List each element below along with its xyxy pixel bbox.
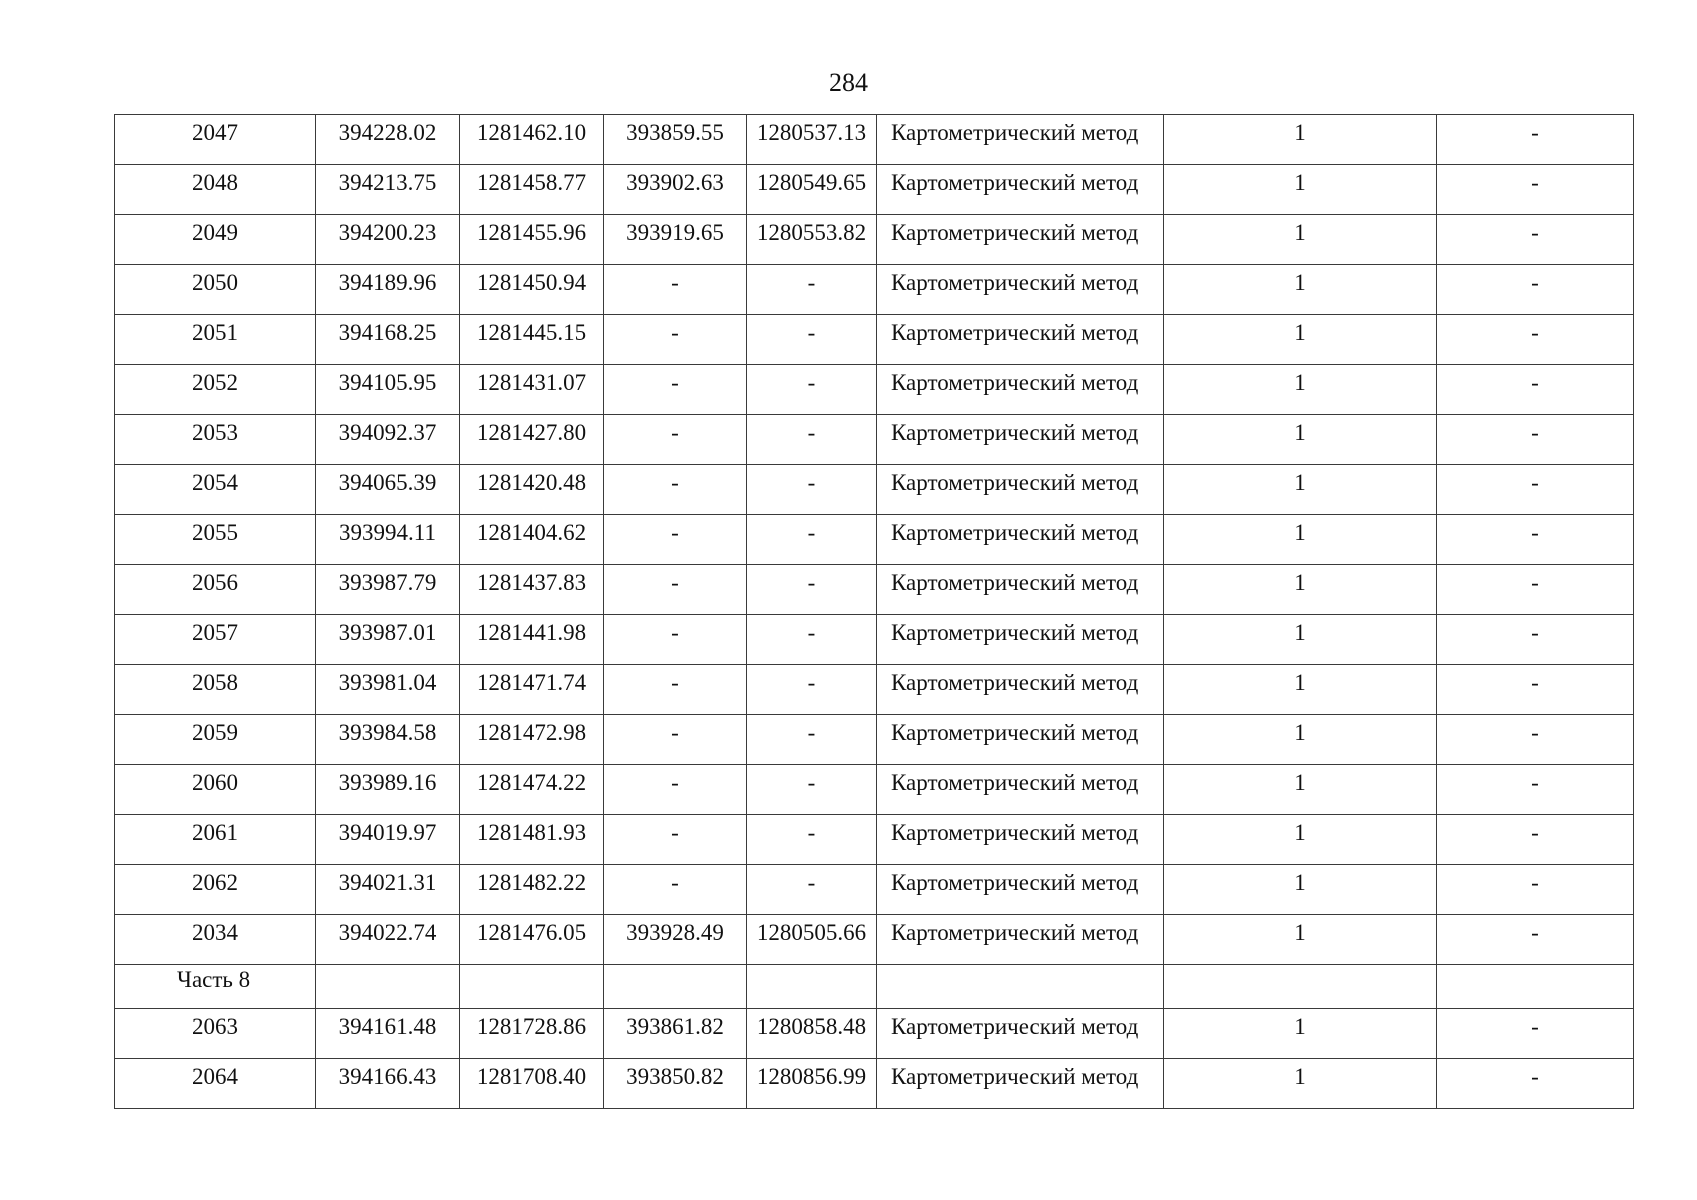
y2-coordinate-cell: - — [747, 315, 877, 365]
y2-coordinate-cell: - — [747, 465, 877, 515]
method-cell: Картометрический метод — [877, 465, 1164, 515]
point-number-cell: 2063 — [115, 1009, 316, 1059]
table-row — [115, 1059, 1634, 1109]
x-coordinate-cell: 394168.25 — [316, 315, 460, 365]
method-cell: Картометрический метод — [877, 565, 1164, 615]
point-number-cell: 2064 — [115, 1059, 316, 1109]
note-cell: - — [1437, 1009, 1634, 1059]
x2-coordinate-cell: - — [604, 465, 747, 515]
section-label: Часть 8 — [115, 965, 316, 1009]
empty-cell — [1437, 965, 1634, 1009]
point-number-cell: 2058 — [115, 665, 316, 715]
empty-cell — [316, 965, 460, 1009]
y2-coordinate-cell: - — [747, 665, 877, 715]
y2-coordinate-cell: - — [747, 765, 877, 815]
method-cell: Картометрический метод — [877, 715, 1164, 765]
note-cell: - — [1437, 765, 1634, 815]
x2-coordinate-cell: - — [604, 615, 747, 665]
table-row — [115, 315, 1634, 365]
y2-coordinate-cell: - — [747, 715, 877, 765]
x-coordinate-cell: 394092.37 — [316, 415, 460, 465]
table-row — [115, 865, 1634, 915]
note-cell: - — [1437, 115, 1634, 165]
point-number-cell: 2034 — [115, 915, 316, 965]
y-coordinate-cell: 1281404.62 — [460, 515, 604, 565]
y2-coordinate-cell: 1280856.99 — [747, 1059, 877, 1109]
y-coordinate-cell: 1281708.40 — [460, 1059, 604, 1109]
note-cell: - — [1437, 815, 1634, 865]
accuracy-cell: 1 — [1164, 915, 1437, 965]
method-cell: Картометрический метод — [877, 515, 1164, 565]
y-coordinate-cell: 1281462.10 — [460, 115, 604, 165]
page-number: 284 — [829, 68, 868, 97]
x-coordinate-cell: 393987.79 — [316, 565, 460, 615]
table-body — [115, 115, 1634, 1109]
x-coordinate-cell: 394019.97 — [316, 815, 460, 865]
x2-coordinate-cell: 393902.63 — [604, 165, 747, 215]
note-cell: - — [1437, 615, 1634, 665]
point-number-cell: 2052 — [115, 365, 316, 415]
y-coordinate-cell: 1281474.22 — [460, 765, 604, 815]
accuracy-cell: 1 — [1164, 415, 1437, 465]
note-cell: - — [1437, 315, 1634, 365]
method-cell: Картометрический метод — [877, 615, 1164, 665]
table-row — [115, 215, 1634, 265]
table-row — [115, 265, 1634, 315]
x2-coordinate-cell: - — [604, 815, 747, 865]
table-row — [115, 715, 1634, 765]
point-number-cell: 2055 — [115, 515, 316, 565]
table-row — [115, 415, 1634, 465]
point-number-cell: 2048 — [115, 165, 316, 215]
accuracy-cell: 1 — [1164, 715, 1437, 765]
x2-coordinate-cell: - — [604, 715, 747, 765]
x2-coordinate-cell: - — [604, 765, 747, 815]
y-coordinate-cell: 1281728.86 — [460, 1009, 604, 1059]
x-coordinate-cell: 394021.31 — [316, 865, 460, 915]
accuracy-cell: 1 — [1164, 765, 1437, 815]
point-number-cell: 2061 — [115, 815, 316, 865]
y2-coordinate-cell: - — [747, 415, 877, 465]
x-coordinate-cell: 393981.04 — [316, 665, 460, 715]
point-number-cell: 2059 — [115, 715, 316, 765]
table-row — [115, 915, 1634, 965]
empty-cell — [460, 965, 604, 1009]
point-number-cell: 2054 — [115, 465, 316, 515]
y2-coordinate-cell: - — [747, 865, 877, 915]
note-cell: - — [1437, 665, 1634, 715]
table-row — [115, 665, 1634, 715]
accuracy-cell: 1 — [1164, 115, 1437, 165]
x2-coordinate-cell: - — [604, 565, 747, 615]
y2-coordinate-cell: - — [747, 265, 877, 315]
y-coordinate-cell: 1281481.93 — [460, 815, 604, 865]
x-coordinate-cell: 394161.48 — [316, 1009, 460, 1059]
y2-coordinate-cell: 1280537.13 — [747, 115, 877, 165]
accuracy-cell: 1 — [1164, 265, 1437, 315]
y-coordinate-cell: 1281441.98 — [460, 615, 604, 665]
x-coordinate-cell: 394105.95 — [316, 365, 460, 415]
accuracy-cell: 1 — [1164, 815, 1437, 865]
y-coordinate-cell: 1281472.98 — [460, 715, 604, 765]
empty-cell — [747, 965, 877, 1009]
x-coordinate-cell: 394228.02 — [316, 115, 460, 165]
y2-coordinate-cell: - — [747, 615, 877, 665]
y-coordinate-cell: 1281476.05 — [460, 915, 604, 965]
section-header-row — [115, 965, 1634, 1009]
point-number-cell: 2047 — [115, 115, 316, 165]
accuracy-cell: 1 — [1164, 165, 1437, 215]
note-cell: - — [1437, 165, 1634, 215]
note-cell: - — [1437, 265, 1634, 315]
x2-coordinate-cell: 393928.49 — [604, 915, 747, 965]
note-cell: - — [1437, 865, 1634, 915]
x-coordinate-cell: 393994.11 — [316, 515, 460, 565]
x-coordinate-cell: 394200.23 — [316, 215, 460, 265]
point-number-cell: 2057 — [115, 615, 316, 665]
method-cell: Картометрический метод — [877, 265, 1164, 315]
point-number-cell: 2062 — [115, 865, 316, 915]
accuracy-cell: 1 — [1164, 365, 1437, 415]
x-coordinate-cell: 394065.39 — [316, 465, 460, 515]
table-row — [115, 815, 1634, 865]
y2-coordinate-cell: - — [747, 365, 877, 415]
note-cell: - — [1437, 915, 1634, 965]
method-cell: Картометрический метод — [877, 365, 1164, 415]
method-cell: Картометрический метод — [877, 915, 1164, 965]
y2-coordinate-cell: 1280549.65 — [747, 165, 877, 215]
note-cell: - — [1437, 565, 1634, 615]
x2-coordinate-cell: - — [604, 315, 747, 365]
empty-cell — [1164, 965, 1437, 1009]
accuracy-cell: 1 — [1164, 315, 1437, 365]
method-cell: Картометрический метод — [877, 1059, 1164, 1109]
x2-coordinate-cell: 393859.55 — [604, 115, 747, 165]
method-cell: Картометрический метод — [877, 215, 1164, 265]
note-cell: - — [1437, 465, 1634, 515]
table-row — [115, 515, 1634, 565]
x-coordinate-cell: 394166.43 — [316, 1059, 460, 1109]
accuracy-cell: 1 — [1164, 1059, 1437, 1109]
x2-coordinate-cell: - — [604, 415, 747, 465]
y2-coordinate-cell: 1280505.66 — [747, 915, 877, 965]
method-cell: Картометрический метод — [877, 1009, 1164, 1059]
y2-coordinate-cell: - — [747, 815, 877, 865]
x2-coordinate-cell: - — [604, 665, 747, 715]
method-cell: Картометрический метод — [877, 865, 1164, 915]
note-cell: - — [1437, 365, 1634, 415]
x2-coordinate-cell: - — [604, 865, 747, 915]
accuracy-cell: 1 — [1164, 1009, 1437, 1059]
x-coordinate-cell: 394022.74 — [316, 915, 460, 965]
y2-coordinate-cell: 1280858.48 — [747, 1009, 877, 1059]
accuracy-cell: 1 — [1164, 865, 1437, 915]
point-number-cell: 2056 — [115, 565, 316, 615]
table-row — [115, 165, 1634, 215]
accuracy-cell: 1 — [1164, 515, 1437, 565]
y-coordinate-cell: 1281427.80 — [460, 415, 604, 465]
accuracy-cell: 1 — [1164, 615, 1437, 665]
table-row — [115, 765, 1634, 815]
point-number-cell: 2049 — [115, 215, 316, 265]
empty-cell — [604, 965, 747, 1009]
note-cell: - — [1437, 1059, 1634, 1109]
point-number-cell: 2053 — [115, 415, 316, 465]
point-number-cell: 2051 — [115, 315, 316, 365]
y-coordinate-cell: 1281445.15 — [460, 315, 604, 365]
note-cell: - — [1437, 415, 1634, 465]
method-cell: Картометрический метод — [877, 665, 1164, 715]
x2-coordinate-cell: 393850.82 — [604, 1059, 747, 1109]
table-row — [115, 1009, 1634, 1059]
table-row — [115, 565, 1634, 615]
y-coordinate-cell: 1281455.96 — [460, 215, 604, 265]
note-cell: - — [1437, 515, 1634, 565]
method-cell: Картометрический метод — [877, 115, 1164, 165]
y-coordinate-cell: 1281450.94 — [460, 265, 604, 315]
method-cell: Картометрический метод — [877, 415, 1164, 465]
x2-coordinate-cell: - — [604, 515, 747, 565]
x2-coordinate-cell: - — [604, 265, 747, 315]
method-cell: Картометрический метод — [877, 815, 1164, 865]
y-coordinate-cell: 1281458.77 — [460, 165, 604, 215]
method-cell: Картометрический метод — [877, 315, 1164, 365]
note-cell: - — [1437, 715, 1634, 765]
y-coordinate-cell: 1281437.83 — [460, 565, 604, 615]
method-cell: Картометрический метод — [877, 765, 1164, 815]
accuracy-cell: 1 — [1164, 215, 1437, 265]
y-coordinate-cell: 1281431.07 — [460, 365, 604, 415]
coordinates-table — [114, 114, 1634, 1109]
accuracy-cell: 1 — [1164, 565, 1437, 615]
y-coordinate-cell: 1281420.48 — [460, 465, 604, 515]
x-coordinate-cell: 393989.16 — [316, 765, 460, 815]
table-row — [115, 465, 1634, 515]
note-cell: - — [1437, 215, 1634, 265]
x-coordinate-cell: 393987.01 — [316, 615, 460, 665]
x-coordinate-cell: 394189.96 — [316, 265, 460, 315]
table-row — [115, 615, 1634, 665]
y2-coordinate-cell: 1280553.82 — [747, 215, 877, 265]
x-coordinate-cell: 393984.58 — [316, 715, 460, 765]
y2-coordinate-cell: - — [747, 515, 877, 565]
y-coordinate-cell: 1281471.74 — [460, 665, 604, 715]
x-coordinate-cell: 394213.75 — [316, 165, 460, 215]
accuracy-cell: 1 — [1164, 465, 1437, 515]
point-number-cell: 2060 — [115, 765, 316, 815]
x2-coordinate-cell: 393861.82 — [604, 1009, 747, 1059]
accuracy-cell: 1 — [1164, 665, 1437, 715]
empty-cell — [877, 965, 1164, 1009]
table-row — [115, 365, 1634, 415]
table-row — [115, 115, 1634, 165]
y2-coordinate-cell: - — [747, 565, 877, 615]
y-coordinate-cell: 1281482.22 — [460, 865, 604, 915]
method-cell: Картометрический метод — [877, 165, 1164, 215]
x2-coordinate-cell: 393919.65 — [604, 215, 747, 265]
x2-coordinate-cell: - — [604, 365, 747, 415]
point-number-cell: 2050 — [115, 265, 316, 315]
